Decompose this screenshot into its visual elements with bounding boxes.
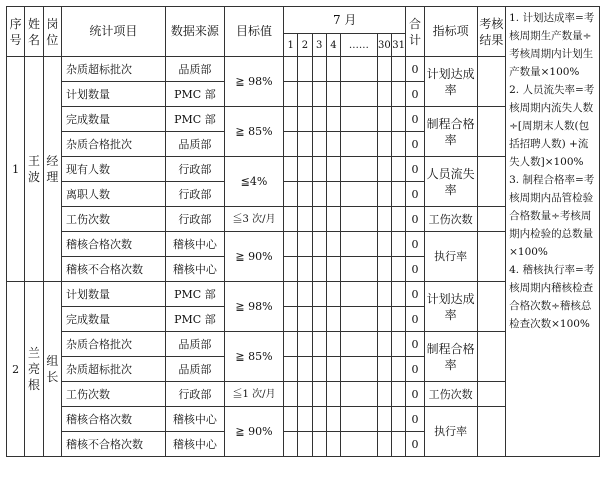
group-1-position: 经理 [43,57,61,282]
header-month: 7 月 [284,7,406,34]
g1-row-1-source: 品质部 [165,57,224,82]
g1-target-4: ≦3 次/月 [224,207,283,232]
g1-indicator-4: 工伤次数 [424,207,477,232]
header-seq: 序号 [7,7,25,57]
day-2: 2 [298,34,312,57]
g1-row-9-source: 稽核中心 [165,257,224,282]
g1-row-4-source: 品质部 [165,132,224,157]
day-3: 3 [312,34,326,57]
g1-indicator-3: 人员流失率 [424,157,477,207]
g2-row-2-item: 完成数量 [61,307,165,332]
g2-row-3-total: 0 [406,332,424,357]
g2-row-1-item: 计划数量 [61,282,165,307]
g2-row-5-item: 工伤次数 [61,382,165,407]
g2-row-1-source: PMC 部 [165,282,224,307]
g2-target-2: ≧ 85% [224,332,283,382]
note-1: 1. 计划达成率=考核周期生产数量÷考核周期内计划生产数量×100% [509,12,595,78]
g1-target-1: ≧ 98% [224,57,283,107]
g2-row-3-source: 品质部 [165,332,224,357]
g2-row-1-total: 0 [406,282,424,307]
g2-row-7-source: 稽核中心 [165,432,224,457]
header-item: 统计项目 [61,7,165,57]
note-2: 2. 人员流失率=考核周期内流失人数÷[周期末人数(包括招聘人数) +流失人数]×100% [509,84,595,168]
g1-indicator-2: 制程合格率 [424,107,477,157]
g2-indicator-4: 执行率 [424,407,477,457]
g2-target-4: ≧ 90% [224,407,283,457]
g1-row-7-total: 0 [406,207,424,232]
g1-target-5: ≧ 90% [224,232,283,282]
g2-row-4-source: 品质部 [165,357,224,382]
g1-row-5-item: 现有人数 [61,157,165,182]
g1-row-2-total: 0 [406,82,424,107]
g1-indicator-5: 执行率 [424,232,477,282]
g1-indicator-1: 计划达成率 [424,57,477,107]
assessment-table [6,6,600,457]
header-target: 目标值 [224,7,283,57]
group-1-name: 王波 [25,57,43,282]
note-4: 4. 稽核执行率=考核周期内稽核检查合格次数÷稽核总检查次数×100% [509,264,595,330]
g2-row-4-total: 0 [406,357,424,382]
g1-row-9-item: 稽核不合格次数 [61,257,165,282]
g2-target-1: ≧ 98% [224,282,283,332]
g1-row-7-source: 行政部 [165,207,224,232]
g1-row-3-item: 完成数量 [61,107,165,132]
g1-row-7-item: 工伤次数 [61,207,165,232]
g1-row-6-source: 行政部 [165,182,224,207]
g1-row-4-total: 0 [406,132,424,157]
g2-row-2-total: 0 [406,307,424,332]
g2-row-2-source: PMC 部 [165,307,224,332]
day-31: 31 [391,34,405,57]
g1-row-1-total: 0 [406,57,424,82]
header-result: 考核结果 [477,7,506,57]
group-1-seq: 1 [7,57,25,282]
formula-notes [506,7,600,457]
day-4: 4 [326,34,340,57]
g2-target-3: ≦1 次/月 [224,382,283,407]
g2-row-6-source: 稽核中心 [165,407,224,432]
header-total: 合计 [406,7,424,57]
day-1: 1 [284,34,298,57]
g1-row-5-total: 0 [406,157,424,182]
header-source: 数据来源 [165,7,224,57]
g1-row-6-item: 离职人数 [61,182,165,207]
header-indicator: 指标项 [424,7,477,57]
group-2-seq: 2 [7,282,25,457]
g1-row-8-item: 稽核合格次数 [61,232,165,257]
g2-row-5-total: 0 [406,382,424,407]
g2-row-3-item: 杂质合格批次 [61,332,165,357]
g1-target-3: ≦4% [224,157,283,207]
day-ellipsis: …… [341,34,378,57]
g1-row-6-total: 0 [406,182,424,207]
g1-row-5-source: 行政部 [165,157,224,182]
g2-row-6-item: 稽核合格次数 [61,407,165,432]
g1-row-9-total: 0 [406,257,424,282]
g1-row-2-source: PMC 部 [165,82,224,107]
g2-row-5-source: 行政部 [165,382,224,407]
day-30: 30 [377,34,391,57]
group-2-name: 兰亮根 [25,282,43,457]
g2-indicator-2: 制程合格率 [424,332,477,382]
group-2-position: 组长 [43,282,61,457]
g1-row-8-source: 稽核中心 [165,232,224,257]
g2-row-6-total: 0 [406,407,424,432]
g1-row-1-item: 杂质超标批次 [61,57,165,82]
g2-row-4-item: 杂质超标批次 [61,357,165,382]
header-position: 岗位 [43,7,61,57]
header-name: 姓名 [25,7,43,57]
g1-target-2: ≧ 85% [224,107,283,157]
g1-row-3-source: PMC 部 [165,107,224,132]
g1-row-4-item: 杂质合格批次 [61,132,165,157]
note-3: 3. 制程合格率=考核周期内品管检验合格数量÷考核周期内检验的总数量×100% [509,174,595,258]
g2-indicator-1: 计划达成率 [424,282,477,332]
g2-row-7-item: 稽核不合格次数 [61,432,165,457]
g2-indicator-3: 工伤次数 [424,382,477,407]
g2-row-7-total: 0 [406,432,424,457]
g1-row-2-item: 计划数量 [61,82,165,107]
g1-row-3-total: 0 [406,107,424,132]
g1-row-8-total: 0 [406,232,424,257]
